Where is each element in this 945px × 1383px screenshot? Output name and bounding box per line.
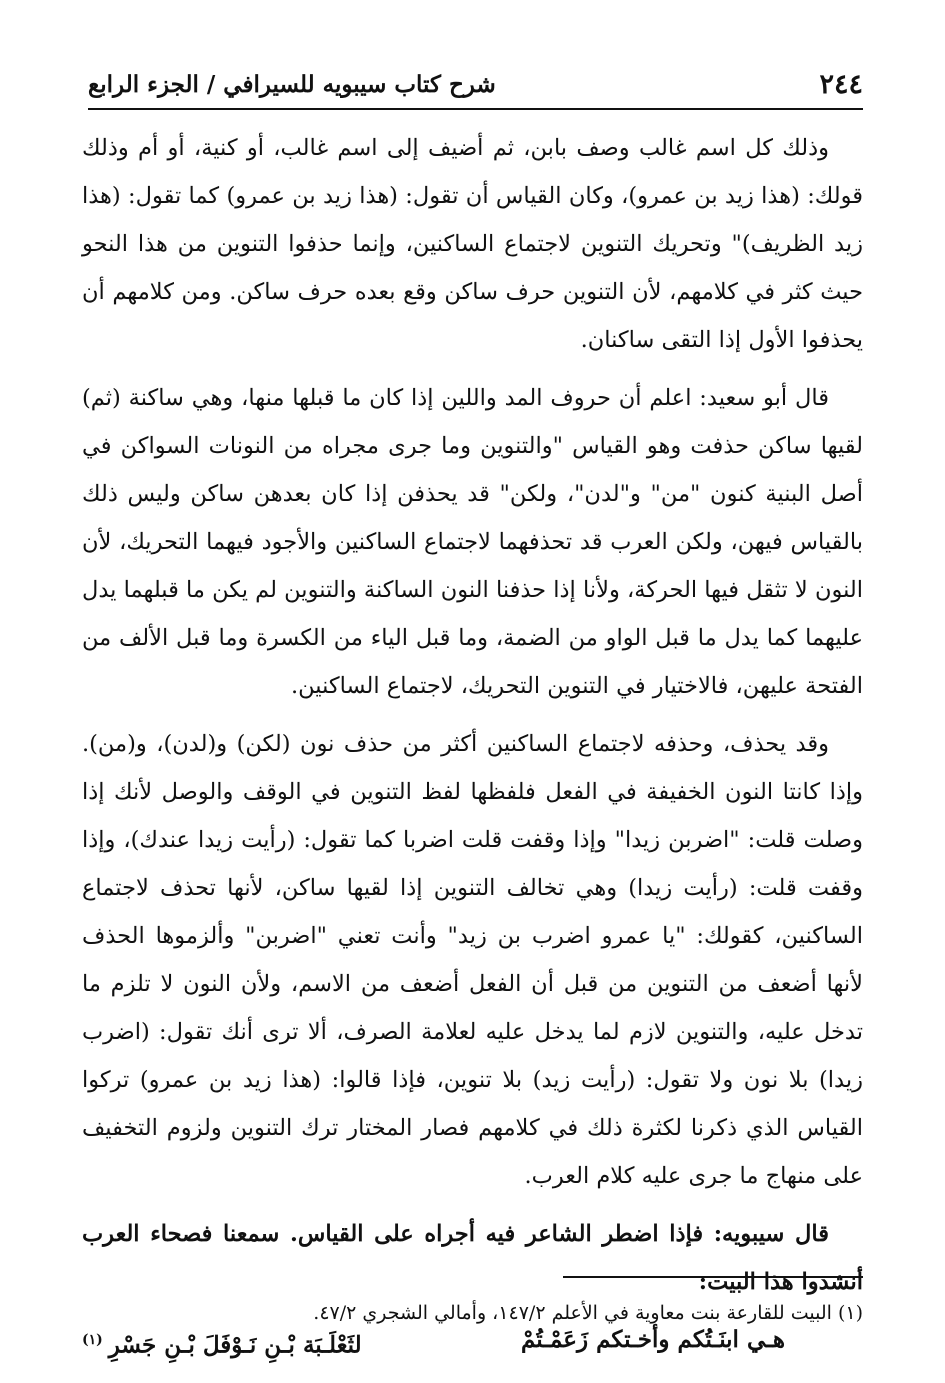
verse-first-hemistich: هـي ابنَـتُكم وأخـتكم زَعَمْـتُمْ <box>521 1326 785 1353</box>
page-number: ٢٤٤ <box>819 68 863 100</box>
paragraph: وذلك كل اسم غالب وصف بابن، ثم أضيف إلى اسم غالب، أو كنية، أو أم وذلك قولك: (هذا زيد بن عمرو)، وكان القياس أن تقول: (هذا زيد بن عمرو) كما تقول: (هذا زيد الظريف)" وتحريك التنوين لاجتماع الساكنين، وإنما حذفوا التنوين من هذا النحو حيث كثر في كلامهم، لأن التنوين حرف ساكن وقع بعده حرف ساكن. ومن كلامهم أن يحذفوا الأول إذا التقى ساكنان. <box>82 135 863 353</box>
sibawayh-quote: قال سيبويه: فإذا اضطر الشاعر فيه أجراه على القياس. سمعنا فصحاء العرب أنشدوا هذا البيت: <box>82 1221 863 1295</box>
footnote: (١) البيت للقارعة بنت معاوية في الأعلم ١٤٧/٢، وأمالي الشجري ٤٧/٢. <box>313 1302 863 1324</box>
verse-second-text: لثَعْلَـبَة بْـنِ نَـوْفَلَ بْـنِ جَسْرِ <box>108 1331 362 1359</box>
body-text <box>82 124 863 1370</box>
paragraph: قال أبو سعيد: اعلم أن حروف المد واللين إذا كان ما قبلها منها، وهي ساكنة (ثم) لقيها ساكن حذفت وهو القياس "والتنوين وما جرى مجراه من النونات السواكن في أصل البنية كنون "من" و"لدن"، ولكن" قد يحذفن إذا كان بعدهن ساكن وليس ذلك بالقياس فيهن، ولكن العرب قد تحذفهما لاجتماع الساكنين والأجود فيهما التحريك، لأن النون لا تثقل فيها الحركة، ولأنا إذا حذفنا النون الساكنة والتنوين لم يكن ما قبلهما يدل عليهما كما يدل ما قبل الواو من الضمة، وما قبل الياء من الكسرة وما قبل الألف من الفتحة عليهن، فالاختيار في التنوين التحريك، لاجتماع الساكنين. <box>82 385 863 699</box>
paragraph: وقد يحذف، وحذفه لاجتماع الساكنين أكثر من حذف نون (لكن) و(لدن)، و(من). وإذا كانتا النون الخفيفة في الفعل فلفظها لفظ التنوين في الوقف والوصل لأنك إذا وصلت قلت: "اضربن زيدا" وإذا وقفت قلت اضربا كما تقول: (رأيت زيدا عندك)، وإذا وقفت قلت: (رأيت زيدا) وهي تخالف التنوين إذا لقيها ساكن، لأنها تحذف لاجتماع الساكنين، كقولك: "يا عمرو اضرب بن زيد" وأنت تعني "اضربن" وألزموها الحذف لأنها أضعف من التنوين من قبل أن الفعل أضعف من الاسم، ولأن النون لا تلزم ما تدخل عليه، والتنوين لازم لما يدخل عليه لعلامة الصرف، ألا ترى أنك تقول: (اضرب زيدا) بلا نون ولا تقول: (رأيت زيد) بلا تنوين، فإذا قالوا: (هذا زيد بن عمرو) تركوا القياس الذي ذكرنا لكثرة ذلك في كلامهم فصار المختار ترك التنوين ولزوم التخفيف على منهاج ما جرى عليه كلام العرب. <box>82 731 863 1189</box>
page-header <box>88 60 863 110</box>
footnote-divider <box>563 1276 863 1278</box>
running-title: شرح كتاب سيبويه للسيرافي / الجزء الرابع <box>88 70 496 98</box>
footnote-reference: (١) <box>82 1332 103 1348</box>
